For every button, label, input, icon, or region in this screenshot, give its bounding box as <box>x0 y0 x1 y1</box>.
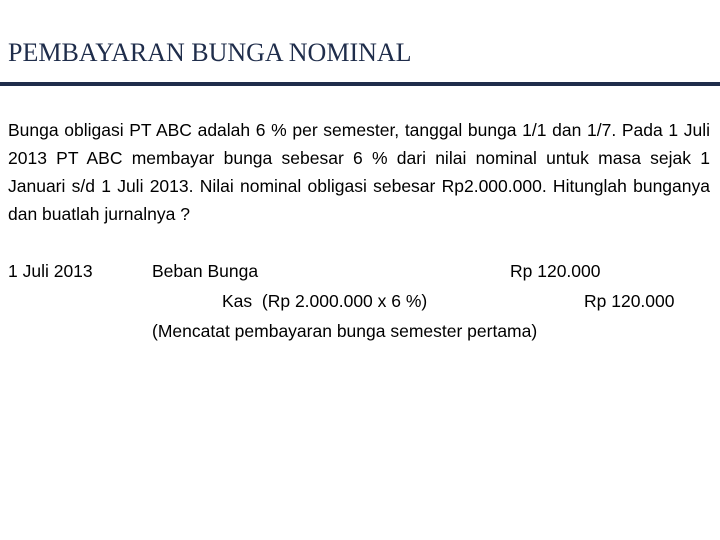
journal-date: 1 Juli 2013 <box>8 261 93 281</box>
journal-debit-account: Beban Bunga <box>152 261 259 281</box>
journal-note: (Mencatat pembayaran bunga semester pertama) <box>152 321 538 341</box>
journal-credit-account: Kas (Rp 2.000.000 x 6 %) <box>222 291 428 311</box>
problem-paragraph: Bunga obligasi PT ABC adalah 6 % per semester, tanggal bunga 1/1 dan 1/7. Pada 1 Juli 2013 PT ABC membayar bunga sebesar 6 % dari nilai nominal untuk masa sejak 1 Januari s/d 1 Juli 2013. Nilai nominal obligasi sebesar Rp2.000.000. Hitunglah bunganya dan buatlah jurnalnya ? <box>8 120 710 224</box>
page-title: PEMBAYARAN BUNGA NOMINAL <box>8 38 412 67</box>
journal-debit-amount: Rp 120.000 <box>510 261 601 281</box>
title-divider <box>0 82 720 86</box>
journal-credit-amount: Rp 120.000 <box>584 291 675 311</box>
